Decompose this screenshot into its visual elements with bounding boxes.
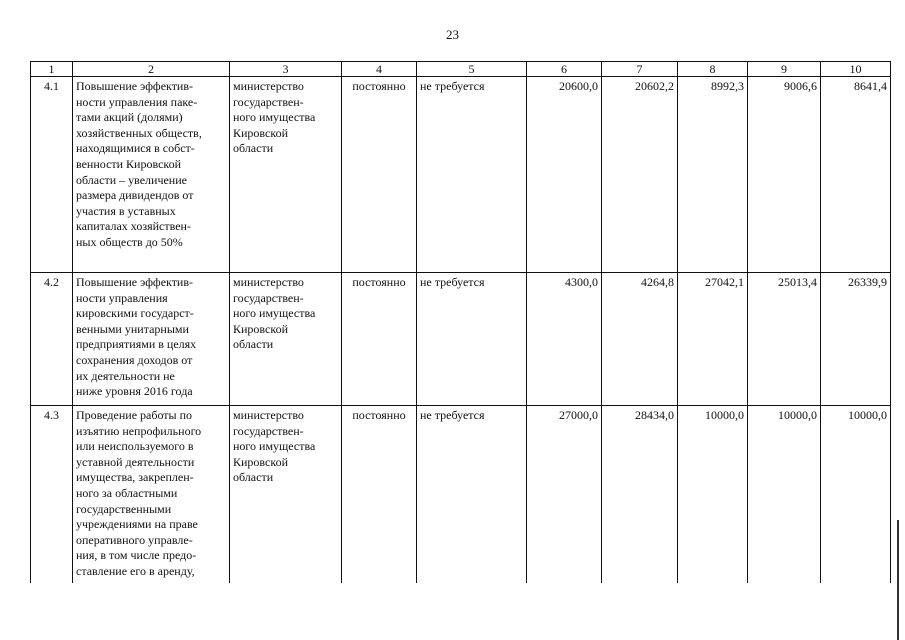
value-col-7: 20602,2 [602, 77, 678, 273]
header-col-6: 6 [527, 62, 602, 77]
value-col-10: 8641,4 [821, 77, 891, 273]
executor: министерство государствен- ного имущества Кировской области [230, 273, 342, 406]
value-col-9: 10000,0 [748, 406, 821, 583]
row-number: 4.2 [31, 273, 73, 406]
table-row [31, 273, 891, 406]
row-number: 4.1 [31, 77, 73, 273]
header-row [31, 62, 891, 77]
page-number: 23 [446, 27, 459, 42]
term: постоянно [342, 77, 417, 273]
value-col-8: 27042,1 [678, 273, 748, 406]
funding: не требуется [417, 406, 527, 583]
value-col-9: 25013,4 [748, 273, 821, 406]
measure-description: Повышение эффектив- ности управления паке- тами акций (долями) хозяйственных обществ, находящимися в собст- венности Кировской области – увеличение размера дивидендов от участия в уставных капиталах хозяйствен- ных обществ до 50% [73, 77, 230, 273]
term: постоянно [342, 406, 417, 583]
header-col-3: 3 [230, 62, 342, 77]
value-col-6: 4300,0 [527, 273, 602, 406]
value-col-7: 4264,8 [602, 273, 678, 406]
header-col-10: 10 [821, 62, 891, 77]
header-col-7: 7 [602, 62, 678, 77]
executor: министерство государствен- ного имущества Кировской области [230, 406, 342, 583]
value-col-10: 26339,9 [821, 273, 891, 406]
value-col-8: 8992,3 [678, 77, 748, 273]
value-col-6: 20600,0 [527, 77, 602, 273]
header-col-8: 8 [678, 62, 748, 77]
scan-edge-line [897, 520, 899, 640]
header-col-2: 2 [73, 62, 230, 77]
row-number: 4.3 [31, 406, 73, 583]
funding: не требуется [417, 273, 527, 406]
executor: министерство государствен- ного имущества Кировской области [230, 77, 342, 273]
table-row [31, 77, 891, 273]
measure-description: Повышение эффектив- ности управления кировскими государст- венными унитарными предприятиями в целях сохранения доходов от их деятельности не ниже уровня 2016 года [73, 273, 230, 406]
value-col-8: 10000,0 [678, 406, 748, 583]
value-col-6: 27000,0 [527, 406, 602, 583]
value-col-9: 9006,6 [748, 77, 821, 273]
measure-description: Проведение работы по изъятию непрофильного или неиспользуемого в уставной деятельности имущества, закреплен- ного за областными государственными учреждениями на праве оперативного управле- ния, в том числе предо- ставление его в аренду, [73, 406, 230, 583]
table-row [31, 406, 891, 583]
term: постоянно [342, 273, 417, 406]
header-col-9: 9 [748, 62, 821, 77]
value-col-10: 10000,0 [821, 406, 891, 583]
funding: не требуется [417, 77, 527, 273]
header-col-4: 4 [342, 62, 417, 77]
measures-table [30, 61, 891, 583]
value-col-7: 28434,0 [602, 406, 678, 583]
header-col-1: 1 [31, 62, 73, 77]
header-col-5: 5 [417, 62, 527, 77]
